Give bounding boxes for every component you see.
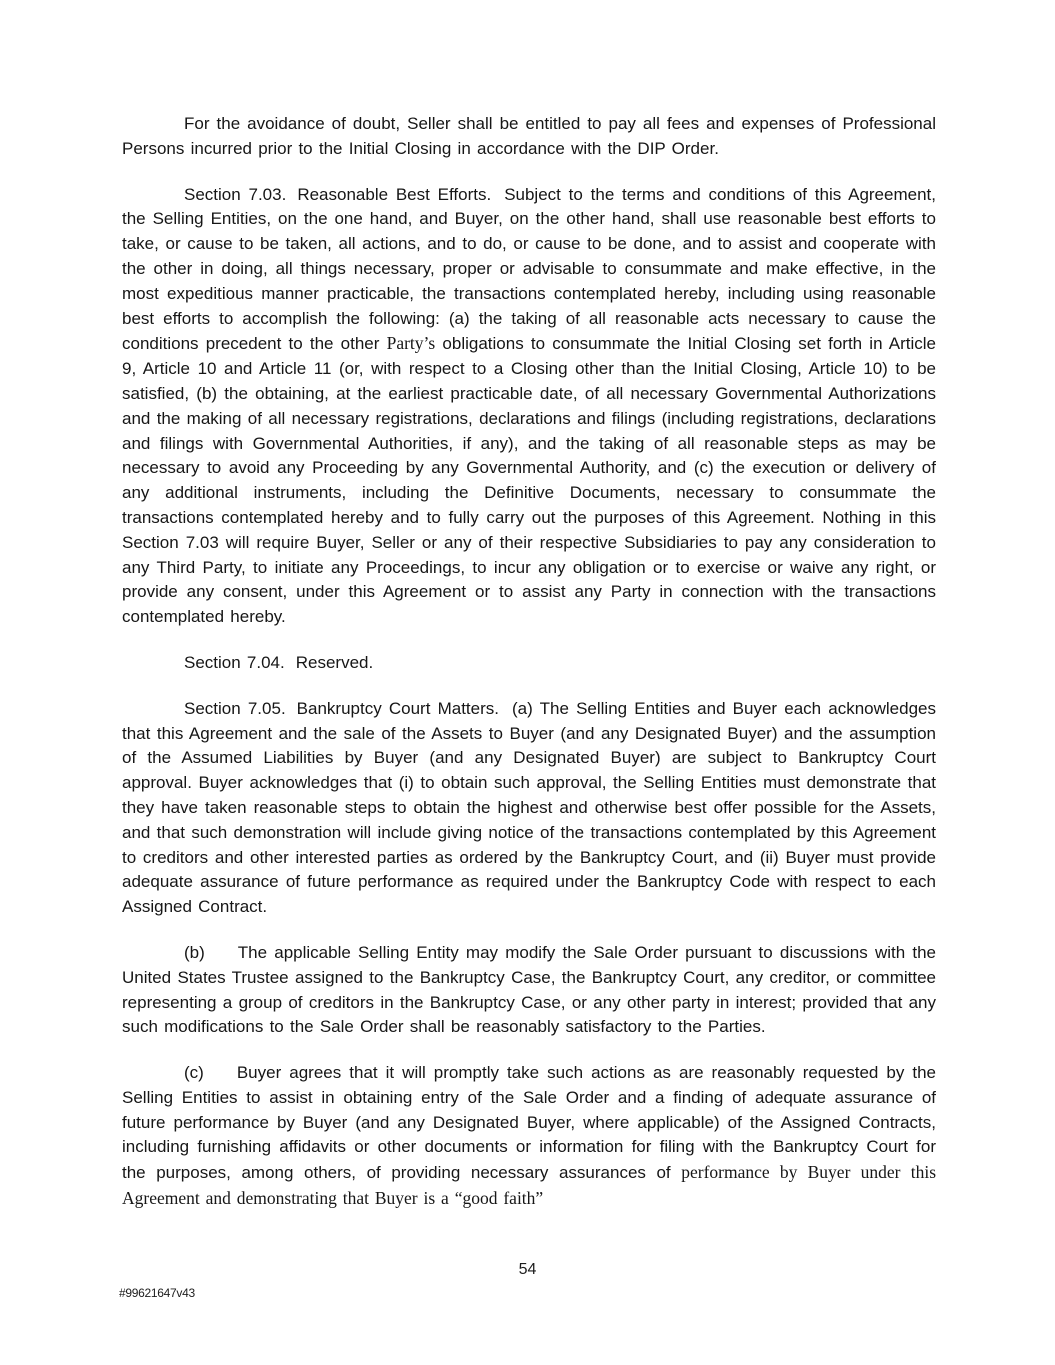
subsection-b-paragraph [122,941,936,1040]
paragraph-text: obligations to consummate the Initial Closing set forth in Article 9, Article 10 and Article 11 (or, with respect to a Closing other than the Initial Closing, Article 10) to be satisfied, (b) the obtaining, at the earliest practicable date, of all necessary Governmental Authorizations and the making of all necessary registrations, declarations and filings (including registrations, declarations and filings with Governmental Authorities, if any), and the taking of all reasonable steps as may be necessary to avoid any Proceeding by any Governmental Authority, and (c) the execution or delivery of any additional instruments, including the Definitive Documents, necessary to consummate the transactions contemplated hereby and to fully carry out the purposes of this Agreement. Nothing in this Section 7.03 will require Buyer, Seller or any of their respective Subsidiaries to pay any consideration to any Third Party, to initiate any Proceedings, to incur any obligation or to exercise or waive any right, or provide any consent, under this Agreement or to assist any Party in connection with the transactions contemplated hereby. [122,334,936,627]
document-stamp: #99621647v43 [119,1286,195,1300]
document-body [122,112,936,1212]
section-title: Reserved. [295,652,374,672]
paragraph-text: Buyer agrees that it will promptly take such actions as are reasonably requested by the Selling Entities to assist in obtaining entry of the Sale Order and a finding of adequate assurance of future performance by Buyer (and any Designated Buyer, where applicable) of the Assigned Contracts, including furnishing affidavits or other documents or information for filing with the Bankruptcy Court for the purposes, among others, of providing necessary assurances of [122,1063,936,1183]
serif-artifact-text: performance by Buyer under this Agreement and demonstrating that Buyer is a “good faith” [122,1162,936,1209]
subsection-c-paragraph [122,1061,936,1212]
section-number: Section 7.03. [184,184,287,204]
paragraph-avoidance-of-doubt [122,112,936,162]
section-title: Bankruptcy Court Matters. [296,698,499,718]
section-7-04-paragraph [122,651,936,676]
serif-artifact-text: Party’s [386,333,436,354]
subsection-label: (c) [184,1063,204,1083]
paragraph-text: For the avoidance of doubt, Seller shall be entitled to pay all fees and expenses of Professional Persons incurred prior to the Initial Closing in accordance with the DIP Order. [122,114,936,158]
section-7-05-paragraph [122,697,936,920]
paragraph-text: Subject to the terms and conditions of this Agreement, the Selling Entities, on the one hand, and Buyer, on the other hand, shall use reasonable best efforts to take, or cause to be taken, all actions, and to do, or cause to be done, and to assist and cooperate with the other in doing, all things necessary, proper or advisable to consummate and make effective, in the most expeditious manner practicable, the transactions contemplated hereby, including using reasonable best efforts to accomplish the following: (a) the taking of all reasonable acts necessary to cause the conditions precedent to the other [122,184,936,354]
subsection-label: (b) [184,942,205,962]
section-7-03-paragraph [122,183,936,630]
section-number: Section 7.04. [184,652,285,672]
section-title: Reasonable Best Efforts. [297,184,492,204]
section-number: Section 7.05. [184,698,286,718]
paragraph-text: The applicable Selling Entity may modify the Sale Order pursuant to discussions with the United States Trustee assigned to the Bankruptcy Case, the Bankruptcy Court, any creditor, or committee representing a group of creditors in the Bankruptcy Case, or any other party in interest; provided that any such modifications to the Sale Order shall be reasonably satisfactory to the Parties. [122,942,936,1037]
paragraph-text: (a) The Selling Entities and Buyer each acknowledges that this Agreement and the sale of the Assets to Buyer (and any Designated Buyer) and the assumption of the Assumed Liabilities by Buyer (and any Designated Buyer) are subject to Bankruptcy Court approval. Buyer acknowledges that (i) to obtain such approval, the Selling Entities must demonstrate that they have taken reasonable steps to obtain the highest and otherwise best offer possible for the Assets, and that such demonstration will include giving notice of the transactions contemplated by this Agreement to creditors and other interested parties as ordered by the Bankruptcy Court, and (ii) Buyer must provide adequate assurance of future performance as required under the Bankruptcy Code with respect to each Assigned Contract. [122,698,936,917]
page-number: 54 [518,1261,537,1278]
